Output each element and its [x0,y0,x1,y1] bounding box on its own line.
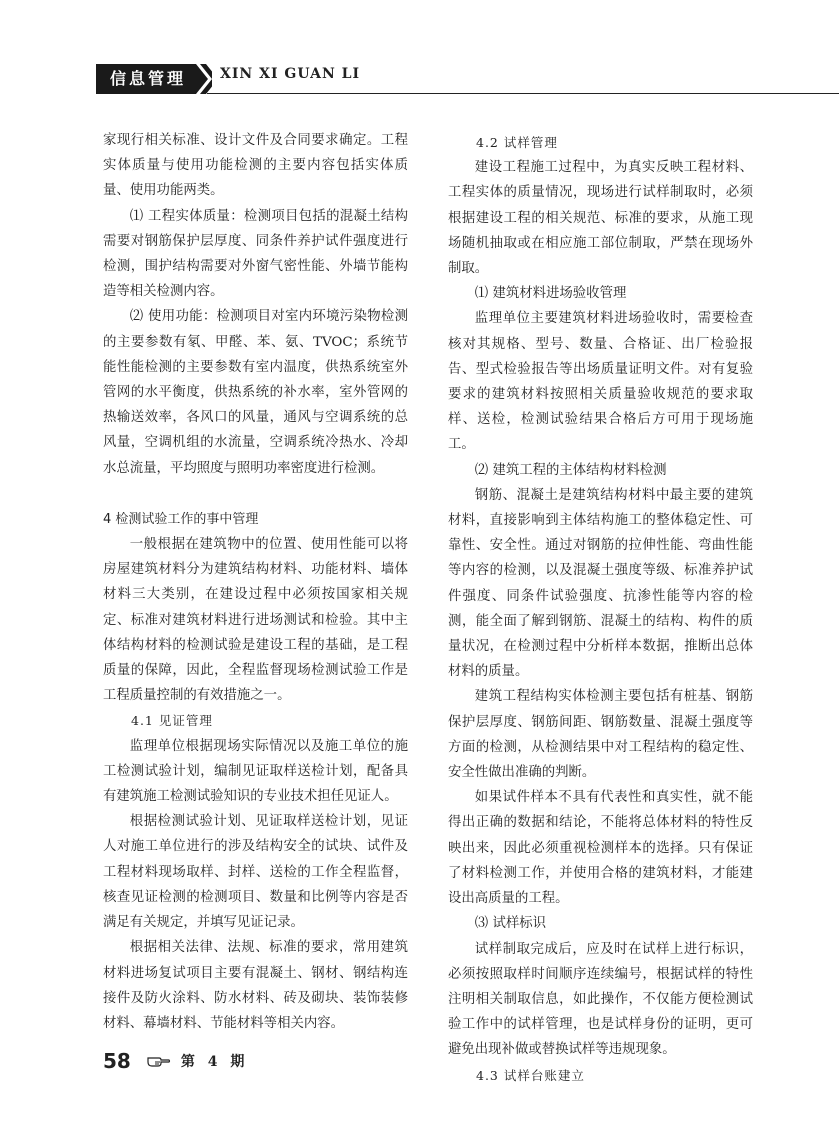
paragraph: ⑴ 工程实体质量：检测项目包括的混凝土结构需要对钢筋保护层厚度、同条件养护试件强度进行检测，围护结构需要对外窗气密性能、外墙节能构造等相关检测内容。 [103,208,408,300]
paragraph: 根据相关法律、法规、标准的要求，常用建筑材料进场复试项目主要有混凝土、钢材、钢结构连接件及防火涂料、防水材料、砖及砌块、装饰装修材料、幕墙材料、节能材料等相关内容。 [103,940,408,1031]
subsection-heading: 4.1 见证管理 [131,713,213,729]
section-heading: 4 检测试验工作的事中管理 [103,511,259,527]
paragraph: 监理单位根据现场实际情况以及施工单位的施工检测试验计划，编制见证取样送检计划，配备具有建筑施工检测试验知识的专业技术担任见证人。 [103,738,408,805]
header-rule [207,93,839,94]
paragraph: 建设工程施工过程中，为真实反映工程材料、工程实体的质量情况，现场进行试样制取时，必须根据建设工程的相关规范、标准的要求，从施工现场随机抽取或在相应施工部位制取，严禁在现场外制取。 [448,160,753,277]
spacer [103,481,408,507]
section-badge [96,64,212,94]
item-heading: ⑵ 建筑工程的主体结构材料检测 [474,462,667,478]
pointing-hand-icon [147,1054,171,1068]
page-header [0,0,839,110]
issue-label: 第 4 期 [180,1054,249,1070]
paragraph: ⑵ 使用功能：检测项目对室内环境污染物检测的主要参数有氡、甲醛、苯、氨、TVOC；系统节能性能检测的主要参数有室内温度，供热系统室外管网的水平衡度，供热系统的补水率，室外管网的热输送效率，各风口的风量，通风与空调系统的总风量，空调机组的水流量，空调系统冷热水、冷却水总流量，平均照度与照明功率密度进行检测。 [103,309,408,476]
paragraph: 建筑工程结构实体检测主要包括有桩基、钢筋保护层厚度、钢筋间距、钢筋数量、混凝土强度等方面的检测，从检测结果中对工程结构的稳定性、安全性做出准确的判断。 [448,689,753,781]
paragraph: 家现行相关标准、设计文件及合同要求确定。工程实体质量与使用功能检测的主要内容包括实体质量、使用功能两类。 [103,133,408,199]
right-column [448,130,753,1088]
section-pinyin: XIN XI GUAN LI [220,66,361,82]
page-footer [103,1046,248,1076]
paragraph: 试样制取完成后，应及时在试样上进行标识，必须按照取样时间顺序连续编号，根据试样的特性注明相关制取信息，如此操作，不仅能方便检测试验工作中的试样管理，也是试样身份的证明，更可避免出现补做或替换试样等违规现象。 [448,941,753,1058]
paragraph: 监理单位主要建筑材料进场验收时，需要检查核对其规格、型号、数量、合格证、出厂检验报告、型式检验报告等出场质量证明文件。对有复验要求的建筑材料按照相关质量验收规范的要求取样、送检，检测试验结果合格后方可用于现场施工。 [448,311,753,453]
paragraph: 如果试件样本不具有代表性和真实性，就不能得出正确的数据和结论，不能将总体材料的特性反映出来，因此必须重视检测样本的选择。只有保证了材料检测工作，并使用合格的建筑材料，才能建设出高质量的工程。 [448,790,753,907]
subsection-heading: 4.3 试样台账建立 [476,1067,585,1083]
page-number: 58 [103,1049,131,1073]
section-badge-label: 信息管理 [109,69,186,88]
left-column [103,128,408,1036]
paragraph: 根据检测试验计划、见证取样送检计划，见证人对施工单位进行的涉及结构安全的试块、试件及工程材料现场取样、封样、送检的工作全程监督，核查见证检测的检测项目、数量和比例等内容是否满足有关规定，并填写见证记录。 [103,814,408,931]
subsection-heading: 4.2 试样管理 [476,135,558,150]
item-heading: ⑴ 建筑材料进场验收管理 [474,286,627,302]
item-heading: ⑶ 试样标识 [474,916,547,932]
paragraph: 一般根据在建筑物中的位置、使用性能可以将房屋建筑材料分为建筑结构材料、功能材料、墙体材料三大类别，在建设过程中必须按国家相关规定、标准对建筑材料进行进场测试和检验。其中主体结构材料的检测试验是建设工程的基础，是工程质量的保障，因此，全程监督现场检测试验工作是工程质量控制的有效措施之一。 [103,537,408,704]
paragraph: 钢筋、混凝土是建筑结构材料中最主要的建筑材料，直接影响到主体结构施工的整体稳定性、可靠性、安全性。通过对钢筋的拉伸性能、弯曲性能等内容的检测，以及混凝土强度等级、标准养护试件强度、同条件试验强度、抗渗性能等内容的检测，能全面了解到钢筋、混凝土的结构、构件的质量状况，在检测过程中分析样本数据，推断出总体材料的质量。 [448,487,753,680]
